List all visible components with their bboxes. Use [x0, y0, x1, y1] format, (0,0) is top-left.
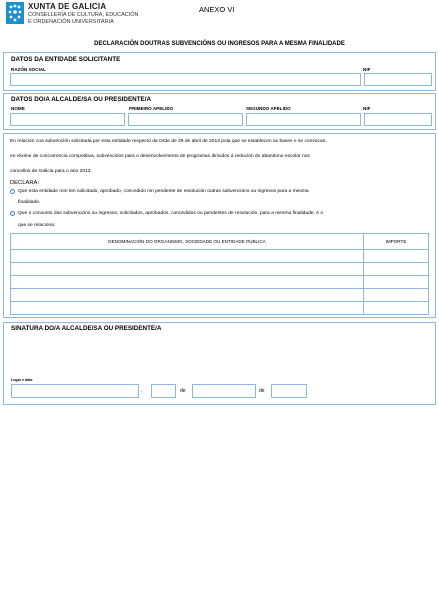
signature-section-title: SINATURA DO/A ALCALDE/SA OU PRESIDENTE/A: [11, 325, 162, 332]
table-row: [11, 302, 429, 315]
second-surname-label: SEGUNDO APELIDO: [246, 106, 291, 111]
annex-label: ANEXO VI: [199, 5, 235, 14]
department-line-1: CONSELLERÍA DE CULTURA, EDUCACIÓN: [28, 12, 139, 18]
mayor-section-title: DATOS DO/A ALCALDE/SA OU PRESIDENTE/A: [11, 96, 152, 103]
table-row: [11, 289, 429, 302]
table-row: [11, 263, 429, 276]
first-name-field[interactable]: [10, 113, 125, 126]
first-name-label: NOME: [11, 106, 25, 111]
mayor-nif-field[interactable]: [364, 113, 432, 126]
org-name: XUNTA DE GALICIA: [28, 2, 107, 11]
de-separator-2: de: [259, 388, 265, 394]
mayor-nif-label: NIF: [363, 106, 371, 111]
option-no-subsidies-line-2: finalidade.: [18, 200, 41, 205]
option-no-subsidies-radio[interactable]: [10, 189, 15, 194]
document-title: DECLARACIÓN DOUTRAS SUBVENCIÓNS OU INGRESOS PARA A MESMA FINALIDADE: [94, 41, 345, 47]
table-row: [11, 250, 429, 263]
entity-nif-label: NIF: [363, 67, 371, 72]
de-separator-1: de: [180, 388, 186, 394]
amount-cell[interactable]: [364, 250, 429, 263]
place-date-label: Lugar e data: [11, 378, 33, 382]
amount-cell[interactable]: [364, 289, 429, 302]
galicia-flag-icon: [6, 2, 24, 24]
second-surname-field[interactable]: [246, 113, 361, 126]
signature-section: [3, 322, 436, 405]
first-surname-label: PRIMEIRO APELIDO: [129, 106, 174, 111]
organism-cell[interactable]: [11, 276, 364, 289]
amount-cell[interactable]: [364, 276, 429, 289]
company-name-field[interactable]: [10, 73, 361, 86]
mayor-section: [3, 93, 436, 130]
intro-line-1: En relación coa subvención solicitada por esta entidade respecto da Orde de 26 de abril de 2013 pola que se establecen as bases e se convocan,: [10, 139, 327, 144]
entity-section-title: DATOS DA ENTIDADE SOLICITANTE: [11, 56, 121, 63]
amount-cell[interactable]: [364, 302, 429, 315]
department-name: [28, 12, 139, 25]
organism-cell[interactable]: [11, 302, 364, 315]
intro-line-2: en réxime de concorrencia competitiva, subvencións para o desenvolvemento de programas dirixidos á redución do abandono escolar nos: [10, 154, 310, 159]
organism-cell[interactable]: [11, 289, 364, 302]
company-name-label: RAZÓN SOCIAL: [11, 67, 46, 72]
organism-cell[interactable]: [11, 250, 364, 263]
intro-line-3: concellos de Galicia para o ano 2013,: [10, 169, 92, 174]
entity-section: [3, 52, 436, 91]
entity-nif-field[interactable]: [364, 73, 432, 86]
option-no-subsidies-line-1: Que esta entidade non ten solicitado, aprobado, concedido nin pendente de resolución outras subvencións ou ingresos para a mesma: [18, 189, 309, 194]
day-field[interactable]: [151, 384, 176, 398]
comma-separator: ,: [141, 388, 143, 394]
option-listed-subsidies-line-1: Que o conxunto das subvencións ou ingresos, solicitados, aprobados, concedidos ou pendentes de resolución, para a mesma finalidade, é o: [18, 211, 324, 216]
option-listed-subsidies-line-2: que se relaciona:: [18, 223, 56, 228]
table-row: [11, 276, 429, 289]
month-field[interactable]: [192, 384, 256, 398]
organism-cell[interactable]: [11, 263, 364, 276]
place-field[interactable]: [11, 384, 139, 398]
first-surname-field[interactable]: [128, 113, 243, 126]
amount-cell[interactable]: [364, 263, 429, 276]
year-field[interactable]: [271, 384, 307, 398]
amount-column-header: IMPORTE: [364, 234, 429, 250]
option-listed-subsidies-radio[interactable]: [10, 211, 15, 216]
department-line-2: E ORDENACIÓN UNIVERSITARIA: [28, 18, 114, 25]
subsidies-table: [10, 233, 429, 315]
table-header-row: [11, 234, 429, 250]
declares-label: DECLARA:: [10, 180, 39, 186]
organism-column-header: DENOMINACIÓN DO ORGANISMO, SOCIEDADE OU ENTIDADE PÚBLICA: [11, 234, 364, 250]
